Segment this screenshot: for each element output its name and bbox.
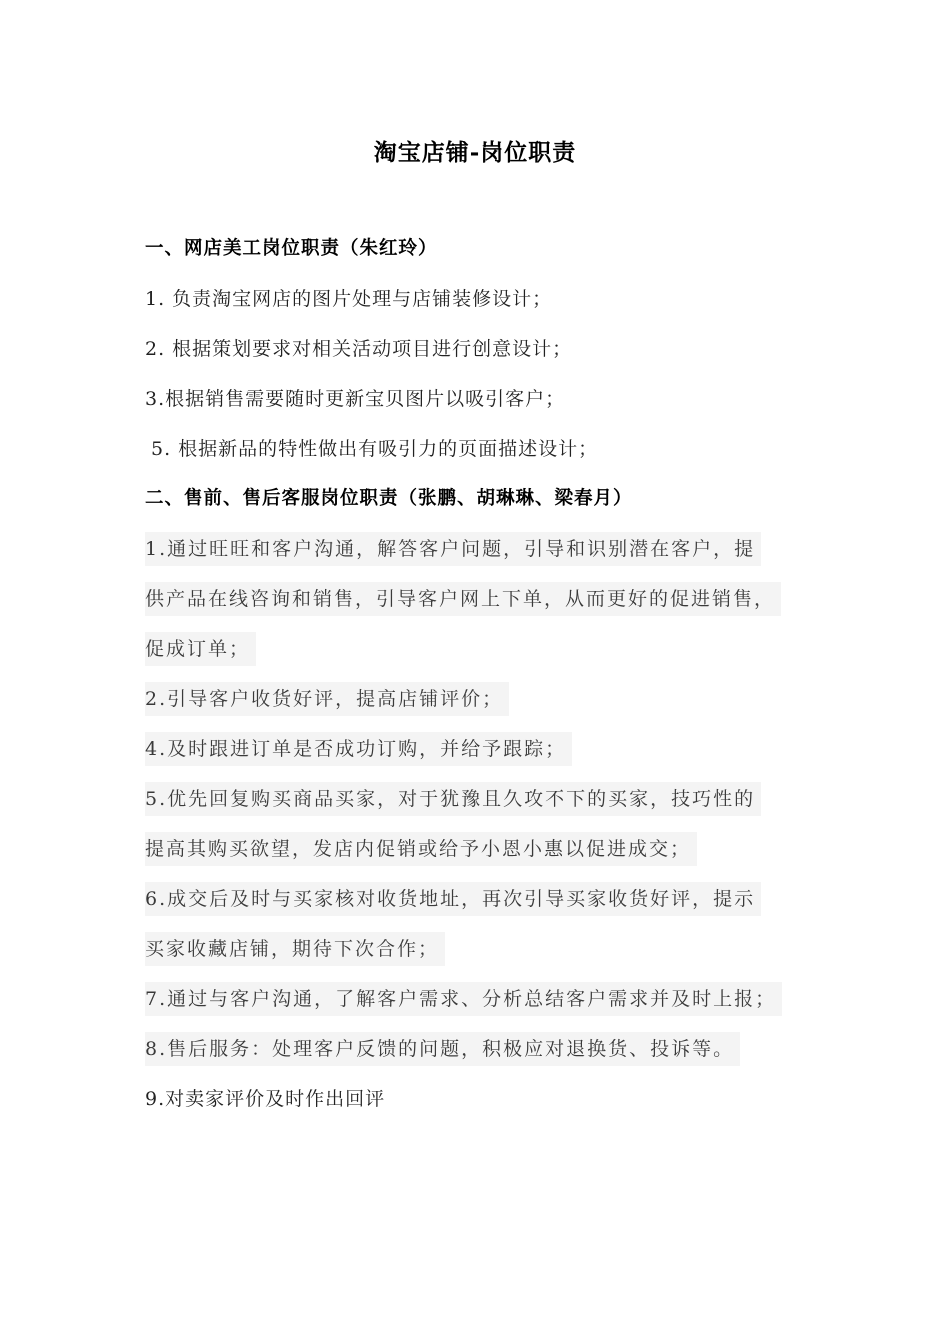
list-item <box>145 332 845 382</box>
list-item <box>145 882 845 932</box>
duty-text: 提高其购买欲望，发店内促销或给予小恩小惠以促进成交； <box>145 832 697 866</box>
duty-text: 1.通过旺旺和客户沟通，解答客户问题，引导和识别潜在客户，提 <box>145 532 761 566</box>
duty-text: 2. 根据策划要求对相关活动项目进行创意设计； <box>145 338 573 360</box>
duty-text: 9.对卖家评价及时作出回评 <box>145 1088 386 1110</box>
section-heading-customer-service <box>145 482 845 532</box>
duty-text: 7.通过与客户沟通，了解客户需求、分析总结客户需求并及时上报； <box>145 982 782 1016</box>
list-item <box>145 732 845 782</box>
list-item <box>145 682 845 732</box>
section-heading-text: 一、网店美工岗位职责（朱红玲） <box>145 238 438 259</box>
duty-text: 供产品在线咨询和销售，引导客户网上下单，从而更好的促进销售， <box>145 582 781 616</box>
section-heading-designer <box>145 232 845 282</box>
list-item <box>145 982 845 1032</box>
duty-text: 3.根据销售需要随时更新宝贝图片以吸引客户； <box>145 388 566 410</box>
duty-text: 5. 根据新品的特性做出有吸引力的页面描述设计； <box>151 438 599 460</box>
list-item <box>145 532 845 582</box>
page-title: 淘宝店铺-岗位职责 <box>373 139 577 166</box>
duty-text: 8.售后服务：处理客户反馈的问题，积极应对退换货、投诉等。 <box>145 1032 740 1066</box>
section-heading-text: 二、售前、售后客服岗位职责（张鹏、胡琳琳、梁春月） <box>145 488 633 509</box>
list-item <box>145 782 845 832</box>
list-item <box>145 1032 845 1082</box>
document-body <box>145 232 845 1132</box>
duty-text: 促成订单； <box>145 632 256 666</box>
duty-text: 4.及时跟进订单是否成功订购，并给予跟踪； <box>145 732 572 766</box>
list-item <box>145 832 845 882</box>
list-item <box>145 432 845 482</box>
list-item <box>145 1082 845 1132</box>
list-item <box>145 932 845 982</box>
list-item <box>145 582 845 632</box>
duty-text: 买家收藏店铺，期待下次合作； <box>145 932 445 966</box>
duty-text: 6.成交后及时与买家核对收货地址，再次引导买家收货好评，提示 <box>145 882 761 916</box>
duty-text: 1. 负责淘宝网店的图片处理与店铺装修设计； <box>145 288 553 310</box>
list-item <box>145 382 845 432</box>
duty-text: 2.引导客户收货好评，提高店铺评价； <box>145 682 509 716</box>
list-item <box>145 632 845 682</box>
duty-text: 5.优先回复购买商品买家，对于犹豫且久攻不下的买家，技巧性的 <box>145 782 761 816</box>
list-item <box>145 282 845 332</box>
